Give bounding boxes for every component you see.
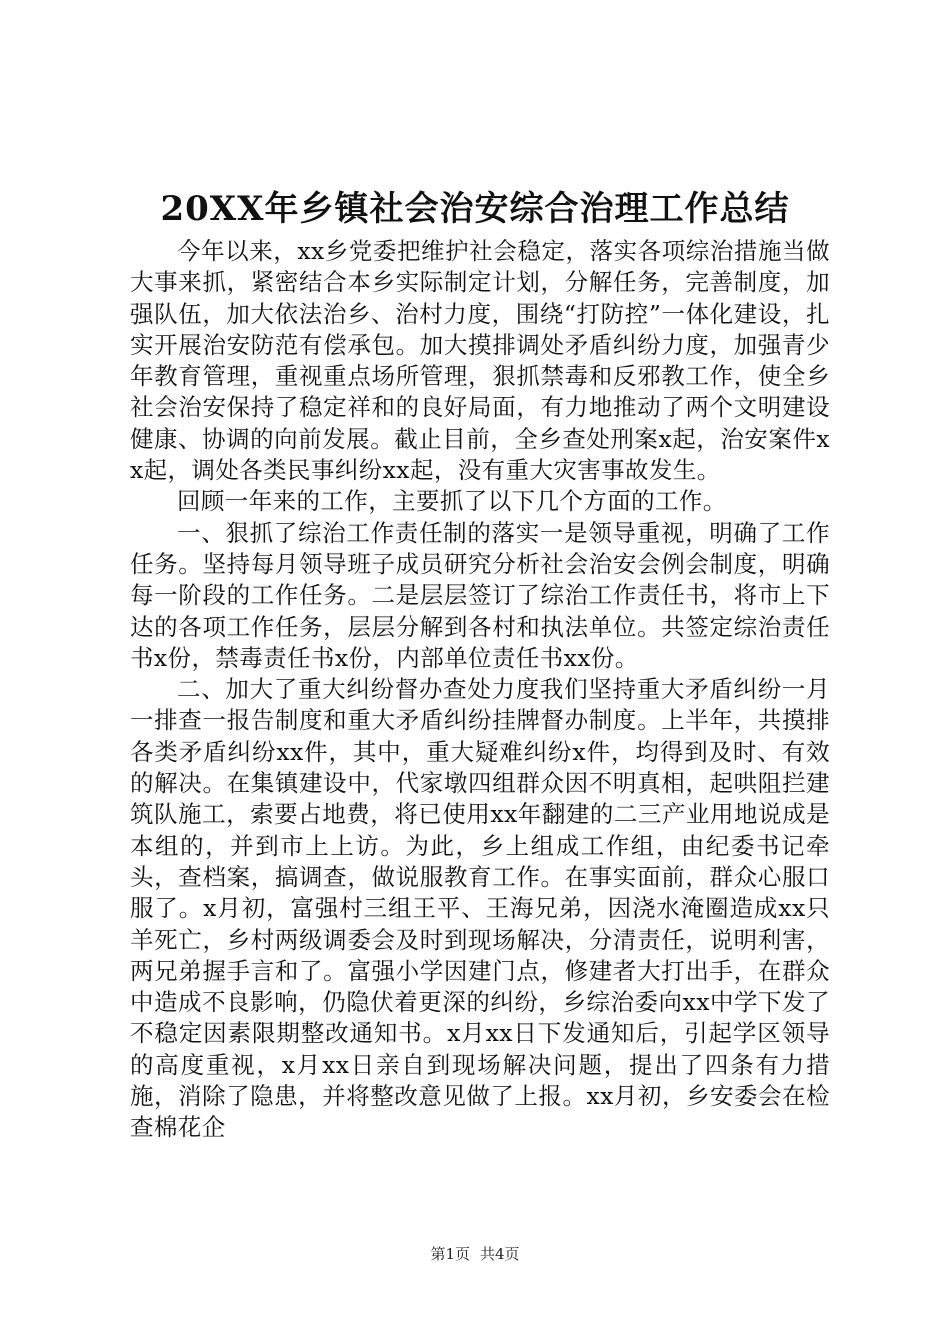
paragraph-review: 回顾一年来的工作，主要抓了以下几个方面的工作。 bbox=[177, 487, 727, 516]
document-body bbox=[130, 236, 830, 1144]
paragraph-section-two: 二、加大了重大纠纷督办查处力度我们坚持重大矛盾纠纷一月一排查一报告制度和重大矛盾纠纷挂牌督办制度。上半年，共摸排各类矛盾纠纷xx件，其中，重大疑难纠纷x件，均得到及时、有效的解决。在集镇建设中，代家墩四组群众因不明真相，起哄阻拦建筑队施工，索要占地费，将已使用xx年翻建的二三产业用地说成是本组的，并到市上上访。为此，乡上组成工作组，由纪委书记牵头，查档案，搞调查，做说服教育工作。在事实面前，群众心服口服了。x月初，富强村三组王平、王海兄弟，因浇水淹圈造成xx只羊死亡，乡村两级调委会及时到现场解决，分清责任，说明利害，两兄弟握手言和了。富强小学因建门点，修建者大打出手，在群众中造成不良影响，仍隐伏着更深的纠纷，乡综治委向xx中学下发了不稳定因素限期整改通知书。x月xx日下发通知后，引起学区领导的高度重视，x月xx日亲自到现场解决问题，提出了四条有力措施，消除了隐患，并将整改意见做了上报。xx月初，乡安委会在检查棉花企 bbox=[130, 675, 830, 1142]
page-footer bbox=[0, 1244, 950, 1264]
page-number: 第1页 bbox=[430, 1245, 470, 1263]
document-title: 20XX年乡镇社会治安综合治理工作总结 bbox=[160, 189, 790, 229]
paragraph-intro: 今年以来，xx乡党委把维护社会稳定，落实各项综治措施当做大事来抓，紧密结合本乡实际制定计划，分解任务，完善制度，加强队伍，加大依法治乡、治村力度，围绕“打防控”一体化建设，扎实开展治安防范有偿承包。加大摸排调处矛盾纠纷力度，加强青少年教育管理，重视重点场所管理，狠抓禁毒和反邪教工作，使全乡社会治安保持了稳定祥和的良好局面，有力地推动了两个文明建设健康、协调的向前发展。截止目前，全乡查处刑案x起，治安案件xx起，调处各类民事纠纷xx起，没有重大灾害事故发生。 bbox=[130, 237, 830, 485]
paragraph-section-one: 一、狠抓了综治工作责任制的落实一是领导重视，明确了工作任务。坚持每月领导班子成员研究分析社会治安会例会制度，明确每一阶段的工作任务。二是层层签订了综治工作责任书，将市上下达的各项工作任务，层层分解到各村和执法单位。共签定综治责任书x份，禁毒责任书x份，内部单位责任书xx份。 bbox=[130, 518, 830, 672]
page-total: 共4页 bbox=[480, 1245, 520, 1263]
